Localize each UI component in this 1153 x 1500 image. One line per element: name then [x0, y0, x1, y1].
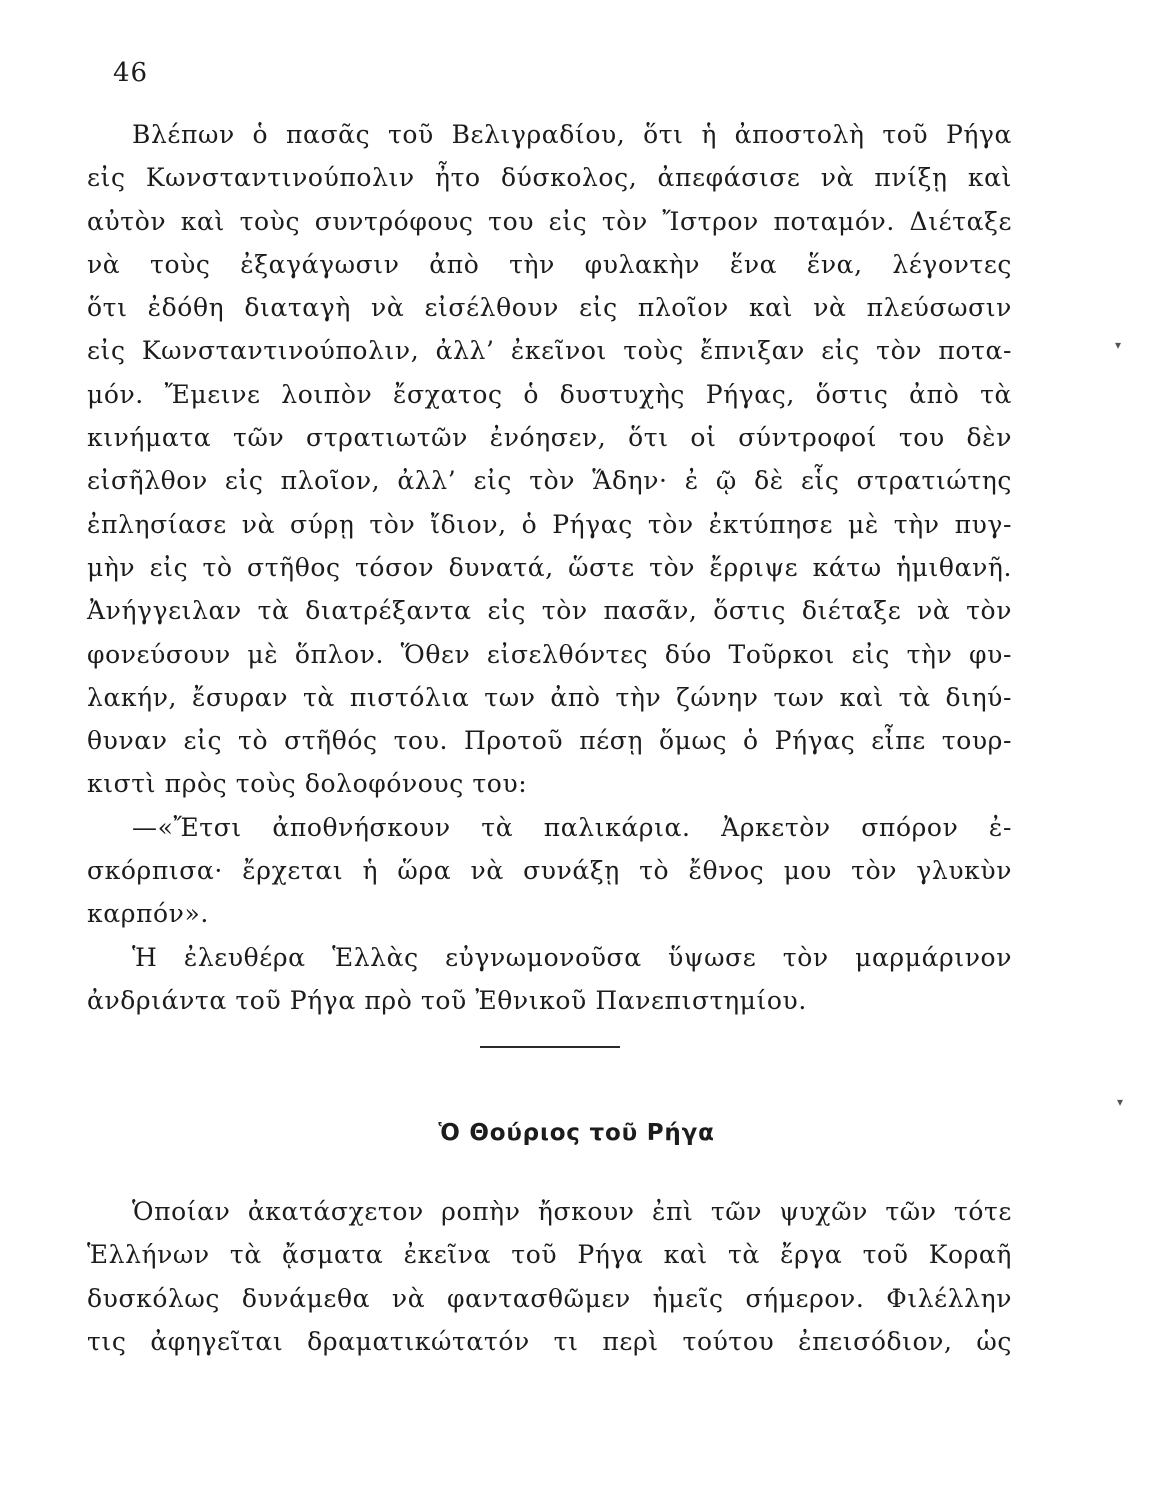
text-line: κιστὶ πρὸς τοὺς δολοφόνους του: — [87, 769, 528, 799]
text-line: εἰσῆλθον εἰς πλοῖον, ἀλλ’ εἰς τὸν Ἅδην· ἐ ῷ δὲ εἷς στρατιώτης — [87, 466, 1012, 496]
text-line: μόν. Ἔμεινε λοιπὸν ἔσχατος ὁ δυστυχὴς Ρήγας, ὅστις ἀπὸ τὰ — [87, 379, 1012, 409]
text-line: ἐπλησίασε νὰ σύρῃ τὸν ἴδιον, ὁ Ρήγας τὸν ἐκτύπησε μὲ τὴν πυγ- — [87, 509, 1012, 539]
text-line: νὰ τοὺς ἐξαγάγωσιν ἀπὸ τὴν φυλακὴν ἕνα ἕνα, λέγοντες — [87, 249, 1012, 279]
text-line: εἰς Κωνσταντινούπολιν, ἀλλ’ ἐκεῖνοι τοὺς ἔπνιξαν εἰς τὸν ποτα- — [87, 336, 1012, 366]
text-line: φονεύσουν μὲ ὅπλον. Ὅθεν εἰσελθόντες δύο Τοῦρκοι εἰς τὴν φυ- — [87, 639, 1012, 669]
text-line: λακήν, ἔσυραν τὰ πιστόλια των ἀπὸ τὴν ζώνην των καὶ τὰ διηύ- — [87, 682, 1012, 712]
section-heading: Ὁ Θούριος τοῦ Ρήγα — [438, 1120, 715, 1146]
text-line: εἰς Κωνσταντινούπολιν ἦτο δύσκολος, ἀπεφάσισε νὰ πνίξῃ καὶ — [87, 163, 1012, 193]
quote-line: καρπόν». — [87, 899, 209, 929]
quote-line: σκόρπισα· ἔρχεται ἡ ὥρα νὰ συνάξῃ τὸ ἔθνος μου τὸν γλυκὺν — [87, 856, 1012, 886]
quote-line: —«Ἔτσι ἀποθνήσκουν τὰ παλικάρια. Ἀρκετὸν σπόρον ἐ- — [132, 812, 1012, 842]
text-line: μὴν εἰς τὸ στῆθος τόσον δυνατά, ὥστε τὸν ἔρριψε κάτω ἡμιθανῆ. — [87, 552, 1012, 582]
text-line: Βλέπων ὁ πασᾶς τοῦ Βελιγραδίου, ὅτι ἡ ἀποστολὴ τοῦ Ρήγα — [132, 120, 1012, 149]
text-line: αὐτὸν καὶ τοὺς συντρόφους του εἰς τὸν Ἴστρον ποταμόν. Διέταξε — [87, 206, 1012, 236]
section-text — [87, 1190, 1012, 1363]
text-line: Ἑλλήνων τὰ ᾄσματα ἐκεῖνα τοῦ Ρήγα καὶ τὰ ἔργα τοῦ Κοραῆ — [87, 1240, 1012, 1270]
text-line: ὅτι ἐδόθη διαταγὴ νὰ εἰσέλθουν εἰς πλοῖον καὶ νὰ πλεύσωσιν — [87, 293, 1012, 323]
text-line: θυναν εἰς τὸ στῆθός του. Προτοῦ πέσῃ ὅμως ὁ Ρήγας εἶπε τουρ- — [87, 726, 1012, 756]
section-divider — [480, 1046, 620, 1048]
text-line: Ἀνήγγειλαν τὰ διατρέξαντα εἰς τὸν πασᾶν, ὅστις διέταξε νὰ τὸν — [87, 596, 1012, 626]
text-line: Ὁποίαν ἀκατάσχετον ροπὴν ἤσκουν ἐπὶ τῶν ψυχῶν τῶν τότε — [132, 1197, 1012, 1226]
text-line: δυσκόλως δυνάμεθα νὰ φαντασθῶμεν ἡμεῖς σήμερον. Φιλέλλην — [87, 1283, 1012, 1313]
page-number: 46 — [113, 58, 149, 88]
margin-speck: ▾ — [1117, 1095, 1124, 1109]
main-text — [87, 113, 1012, 1022]
text-line: ἀνδριάντα τοῦ Ρήγα πρὸ τοῦ Ἐθνικοῦ Πανεπιστημίου. — [87, 985, 807, 1015]
text-line: Ἡ ἐλευθέρα Ἑλλὰς εὐγνωμονοῦσα ὕψωσε τὸν μαρμάρινον — [132, 942, 1012, 972]
text-line: κινήματα τῶν στρατιωτῶν ἐνόησεν, ὅτι οἱ σύντροφοί του δὲν — [87, 423, 1012, 453]
text-line: τις ἀφηγεῖται δραματικώτατόν τι περὶ τούτου ἐπεισόδιον, ὡς — [87, 1326, 1012, 1356]
margin-speck: ▾ — [1115, 338, 1122, 352]
